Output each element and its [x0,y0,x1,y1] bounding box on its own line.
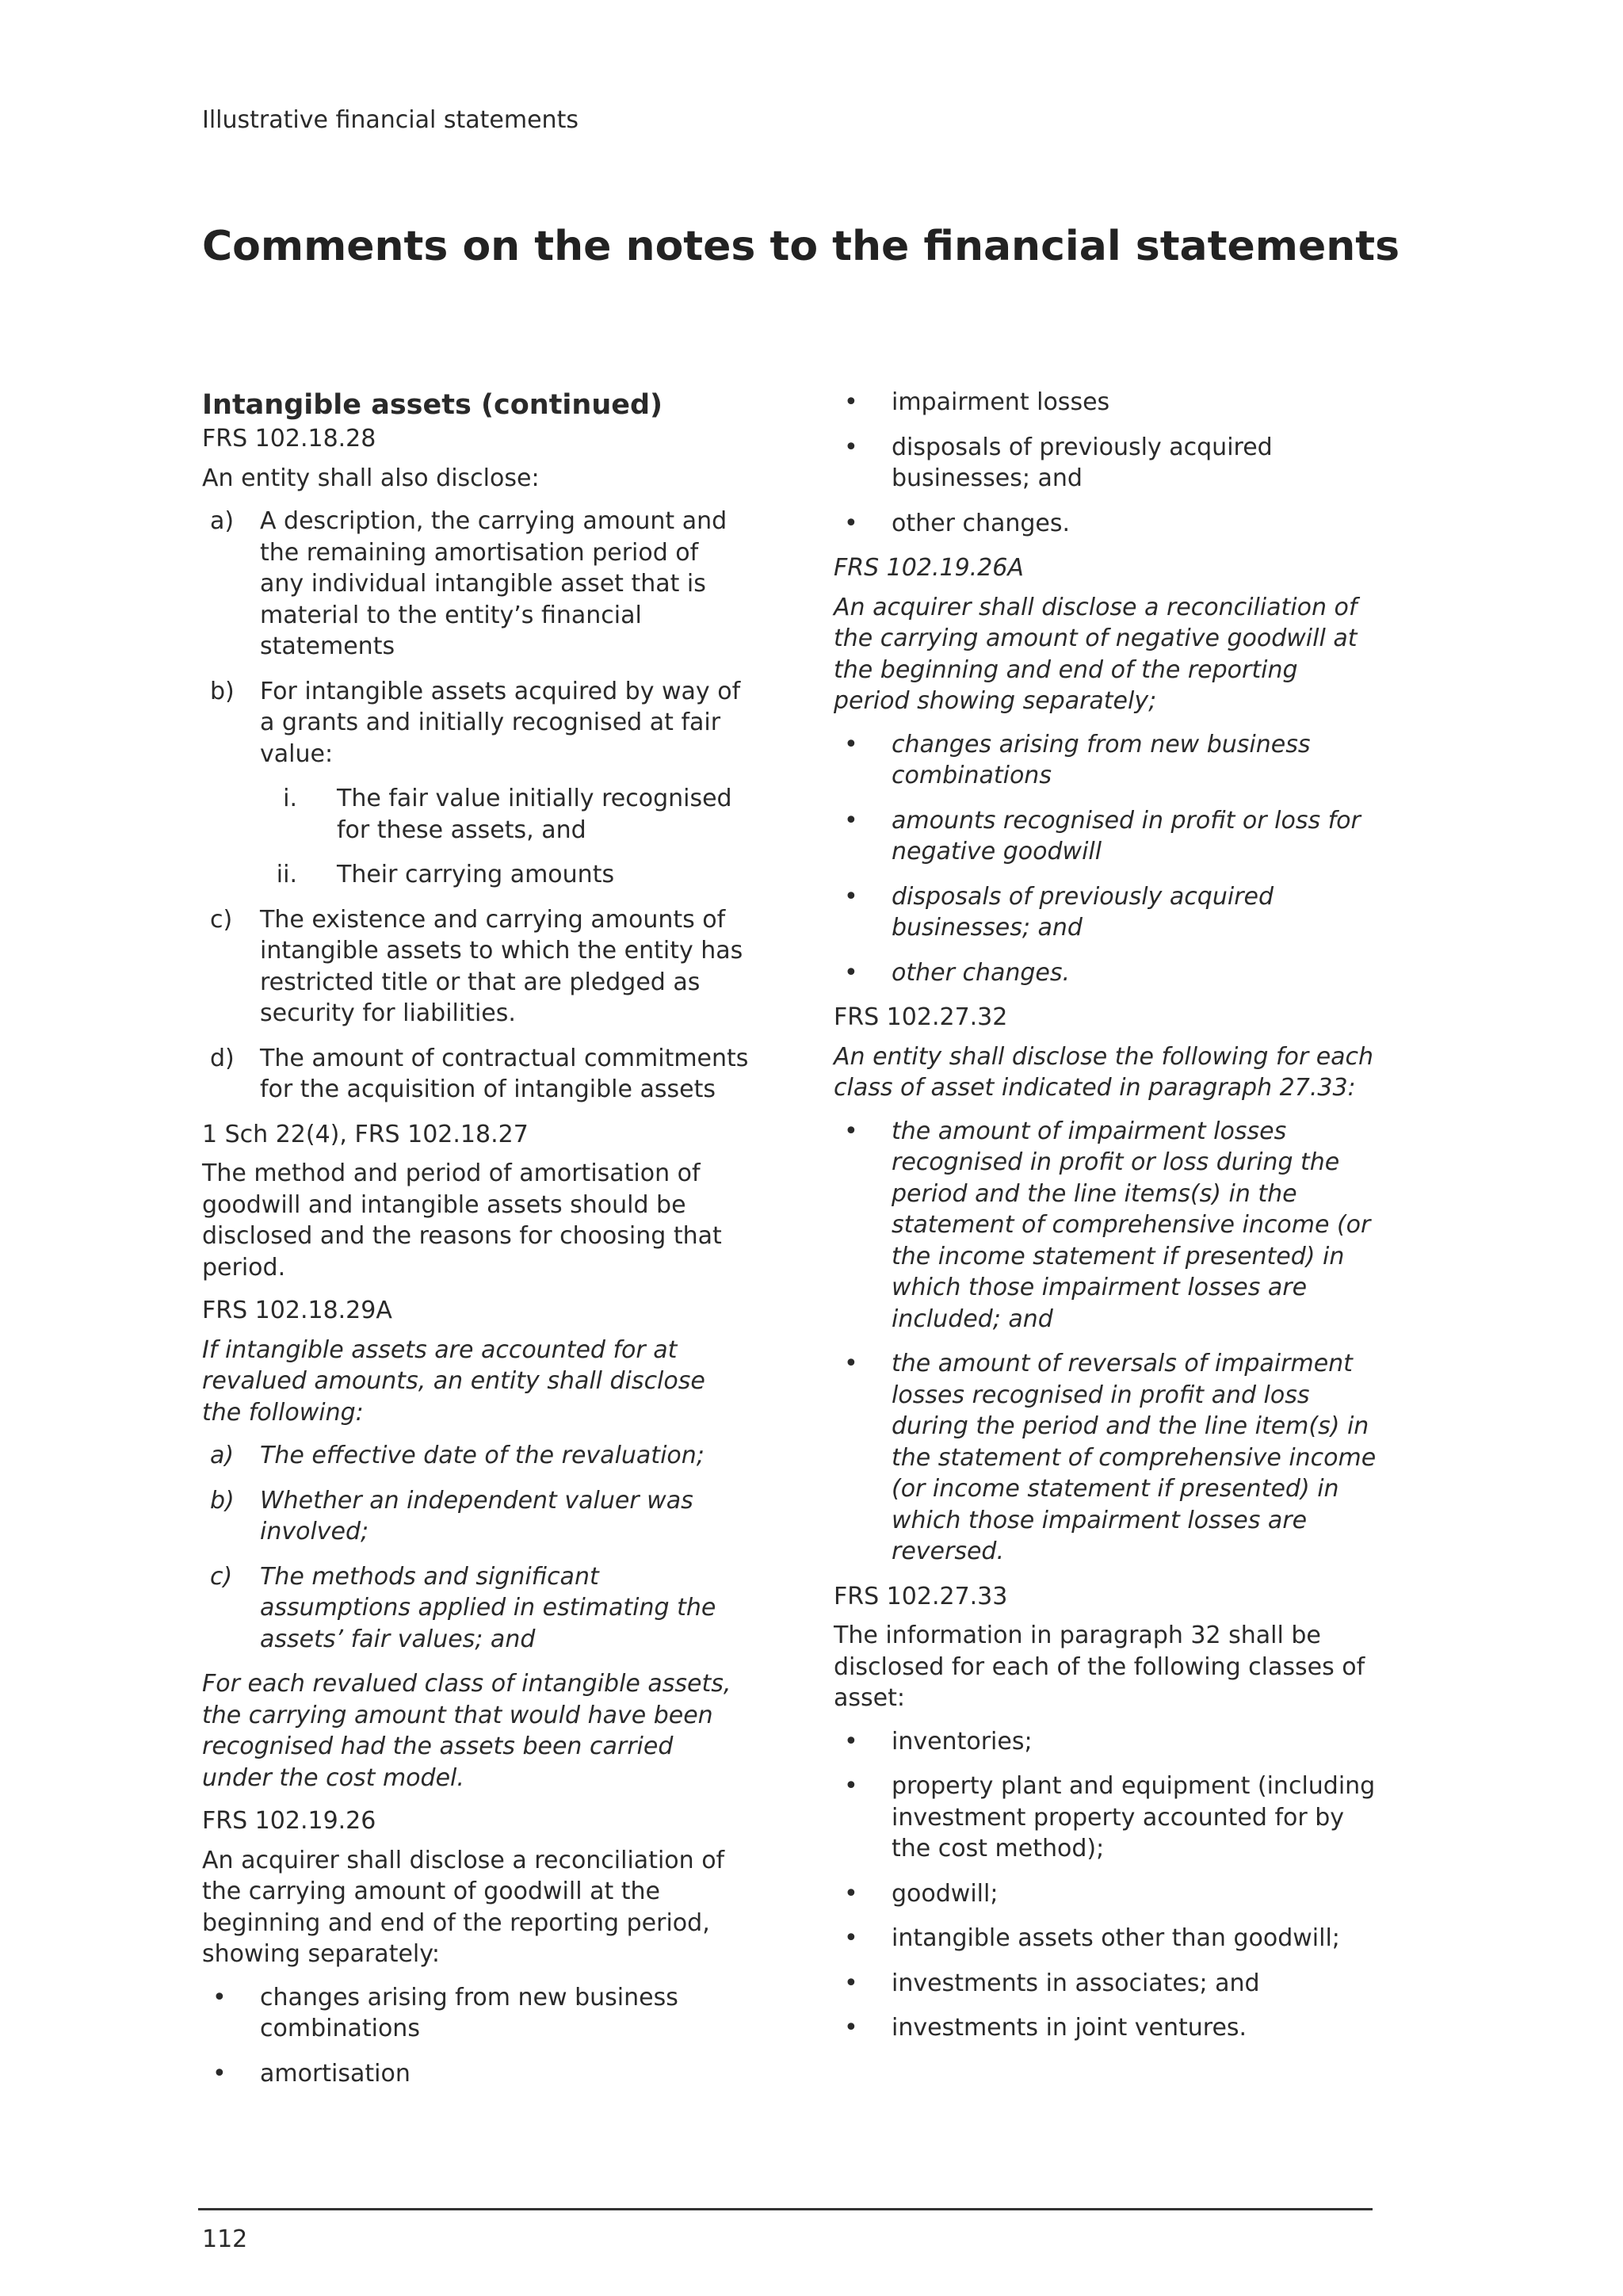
bullet-icon: • [844,1727,858,1755]
list-item [202,904,749,1030]
paragraph-intro-disclosures: An entity shall also disclose: [202,464,540,492]
list-item [202,1485,749,1548]
reference-frs-102-27-32: FRS 102.27.32 [834,1003,1008,1031]
bullet-item [834,432,1381,495]
bullet-item [834,1968,1381,2000]
list-item-text: The methods and significant assumptions applied in estimating the assets’ fair values; and [260,1562,716,1653]
list-marker: c) [210,1562,233,1591]
running-header: Illustrative financial statements [202,106,579,134]
paragraph-goodwill-reconciliation: An acquirer shall disclose a reconciliation of the carrying amount of goodwill at the beginning and end of the reporting period, showing separately: [202,1846,725,1968]
paragraph-impairment-disclosure: An entity shall disclose the following for each class of asset indicated in paragraph 27.33: [834,1042,1374,1102]
revaluation-list [202,1440,749,1655]
left-column [202,387,749,2103]
list-item [202,1440,749,1472]
disclosure-list [202,506,749,1106]
paragraph-negative-goodwill: An acquirer shall disclose a reconciliation of the carrying amount of negative goodwill at the beginning and end of the reporting period showing separately; [834,593,1358,715]
list-item-text: A description, the carrying amount and the remaining amortisation period of any individual intangible asset that is material to the entity’s financial statements [260,507,727,660]
negative-goodwill-list [834,729,1381,989]
list-item-text: impairment losses [892,388,1110,416]
list-item-text: disposals of previously acquired businesses; and [892,882,1274,942]
asset-classes-list [834,1726,1381,2044]
goodwill-reconciliation-list-continued [834,387,1381,539]
list-item-text: changes arising from new business combinations [892,730,1311,789]
list-marker: a) [210,507,235,535]
footer-divider [198,2208,1373,2210]
paragraph-cost-model: For each revalued class of intangible assets, the carrying amount that would have been recognised had the assets been carried under the cost model. [202,1670,731,1792]
list-item-text: Whether an independent valuer was involved; [260,1486,693,1545]
list-item-text: The fair value initially recognised for these assets, and [337,785,732,844]
bullet-item [834,1771,1381,1865]
list-item-text: investments in joint ventures. [892,2014,1247,2042]
list-marker: b) [210,677,235,705]
reference-frs-102-19-26: FRS 102.19.26 [202,1807,376,1835]
list-item-text: changes arising from new business combinations [260,1983,678,2042]
list-item [202,676,749,770]
bullet-icon: • [212,2059,227,2088]
bullet-item [834,1878,1381,1910]
bullet-item [834,1348,1381,1568]
bullet-icon: • [844,433,858,461]
bullet-icon: • [844,1772,858,1800]
bullet-item [834,1726,1381,1758]
list-item-text: disposals of previously acquired businesses; and [892,433,1273,492]
bullet-item [834,1116,1381,1335]
list-marker: a) [210,1442,235,1469]
impairment-list [834,1116,1381,1568]
reference-frs-102-27-33: FRS 102.27.33 [834,1582,1008,1610]
list-item [202,506,749,663]
list-marker: b) [210,1486,235,1515]
bullet-item [834,881,1381,944]
paragraph-revalued-amounts: If intangible assets are accounted for at revalued amounts, an entity shall disclose the following: [202,1335,705,1427]
bullet-item [834,805,1381,868]
list-item-text: property plant and equipment (including investment property accounted for by the cost method); [892,1772,1376,1862]
list-item-text: the amount of impairment losses recognised in profit or loss during the period and the line items(s) in the statement of comprehensive income (or the income statement if presented) in which those impairment losses are included; and [892,1117,1371,1333]
list-item-text: investments in associates; and [892,1969,1260,1997]
list-item-text: The existence and carrying amounts of intangible assets to which the entity has restricted title or that are pledged as security for liabilities. [260,905,743,1027]
bullet-icon: • [844,882,858,911]
bullet-icon: • [212,1983,227,2011]
bullet-icon: • [844,1117,858,1145]
bullet-item [834,957,1381,989]
reference-frs-102-19-26a: FRS 102.19.26A [834,554,1024,582]
list-item-text: The effective date of the revaluation; [260,1442,705,1469]
page-title: Comments on the notes to the financial statements [202,223,1400,270]
bullet-item [834,2012,1381,2044]
page-number: 112 [202,2225,248,2253]
section-heading: Intangible assets (continued) [202,389,663,421]
right-column [834,387,1381,2057]
list-item-text: goodwill; [892,1879,999,1908]
list-item-text: intangible assets other than goodwill; [892,1924,1340,1952]
list-marker: ii. [276,861,297,888]
bullet-item [834,508,1381,540]
bullet-icon: • [844,509,858,537]
list-item-text: other changes. [892,509,1071,537]
list-marker: c) [210,905,233,934]
sub-list-item [202,859,749,891]
list-item-text: inventories; [892,1727,1033,1755]
paragraph-amortisation-method: The method and period of amortisation of goodwill and intangible assets should be disclosed and the reasons for choosing that period. [202,1159,722,1282]
list-item-text: amounts recognised in profit or loss for negative goodwill [892,806,1361,865]
reference-frs-102-18-28: FRS 102.18.28 [202,425,376,453]
list-marker: i. [283,785,297,812]
list-item [202,1043,749,1106]
list-item [202,1561,749,1656]
bullet-icon: • [844,1969,858,1997]
bullet-item [202,2058,749,2090]
bullet-icon: • [844,1924,858,1952]
bullet-item [834,387,1381,418]
reference-frs-102-18-29a: FRS 102.18.29A [202,1297,392,1324]
bullet-icon: • [844,806,858,835]
bullet-icon: • [844,730,858,758]
bullet-icon: • [844,1350,858,1377]
bullet-icon: • [844,388,858,416]
goodwill-reconciliation-list [202,1982,749,2090]
bullet-icon: • [844,958,858,987]
list-item-text: For intangible assets acquired by way of a grants and initially recognised at fair value: [260,677,741,768]
bullet-item [202,1982,749,2045]
bullet-icon: • [844,2014,858,2042]
reference-1-sch-22-4: 1 Sch 22(4), FRS 102.18.27 [202,1120,529,1148]
bullet-icon: • [844,1879,858,1908]
sub-list-item [202,783,749,846]
list-item-text: other changes. [892,958,1071,987]
bullet-item [834,729,1381,792]
list-item-text: Their carrying amounts [337,861,615,888]
list-item-text: The amount of contractual commitments for the acquisition of intangible assets [260,1044,749,1103]
paragraph-asset-classes: The information in paragraph 32 shall be disclosed for each of the following classes of asset: [834,1622,1365,1712]
bullet-item [834,1923,1381,1954]
list-marker: d) [210,1044,235,1072]
list-item-text: the amount of reversals of impairment losses recognised in profit and loss during the period and the line item(s) in the statement of comprehensive income (or income statement if presented) in which those impairment losses are reversed. [892,1350,1377,1565]
list-item-text: amortisation [260,2059,411,2088]
